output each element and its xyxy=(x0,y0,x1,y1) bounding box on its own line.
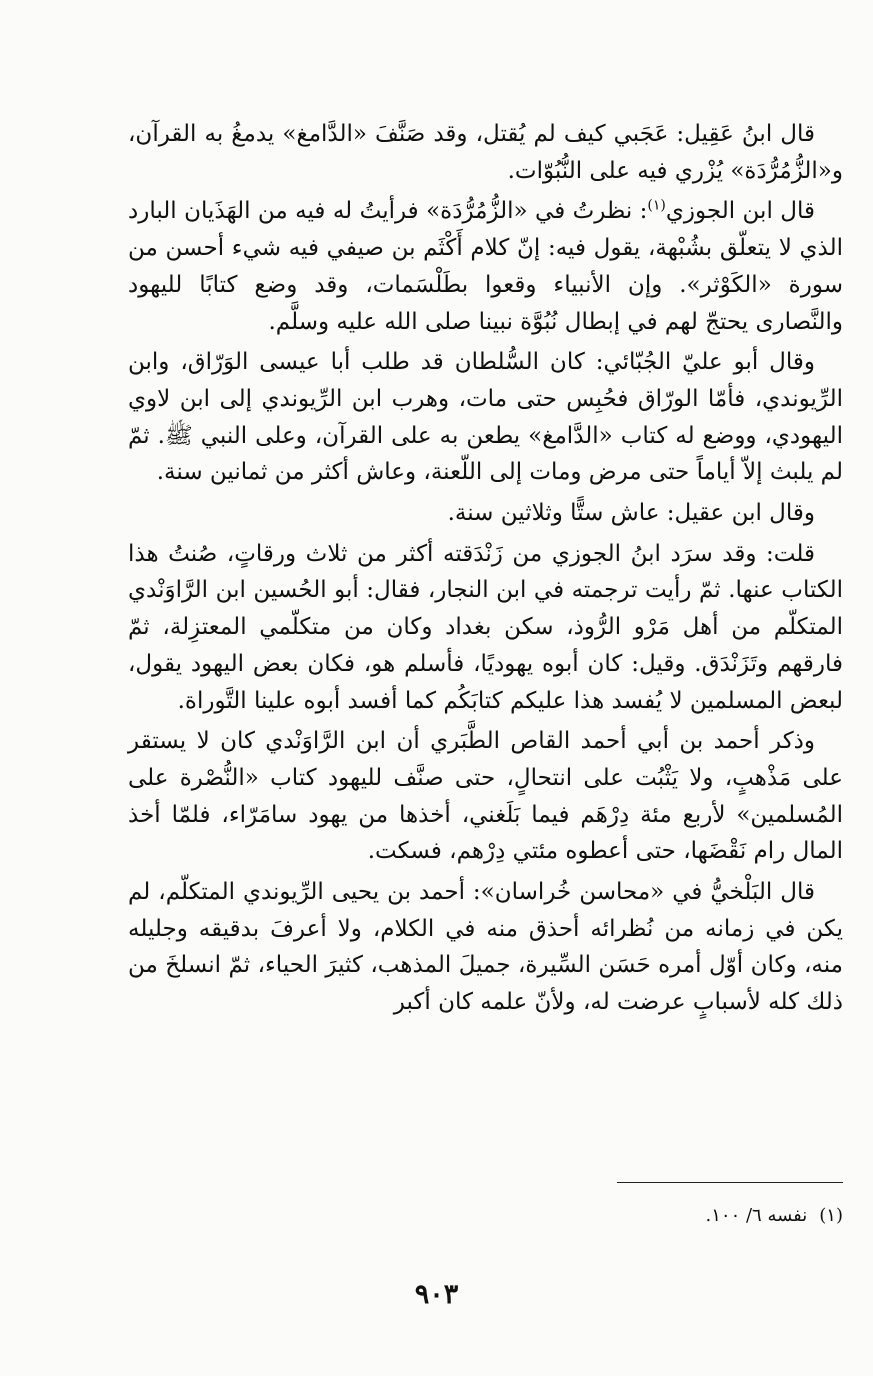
footnote-divider xyxy=(617,1182,843,1183)
footnote-number: (١) xyxy=(819,1205,843,1226)
paragraph-al-tabari: وذكر أحمد بن أبي أحمد القاص الطَّبَري أن ابن الرَّاوَنْدي كان لا يستقر على مَذْهبٍ، ولا يَثْبُت على انتحالٍ، حتى صنَّف لليهود كتاب «النُّصْرة على المُسلمين» لأربع مئة دِرْهَم فيما بَلَغني، أخذها من يهود سامَرّاء، فلمّا أخذ المال رام نَقْضَها، حتى أعطوه مئتي دِرْهم، فسكت. xyxy=(128,728,843,865)
footnote xyxy=(500,1203,843,1229)
footnote-text: نفسه ٦/ ١٠٠. xyxy=(705,1205,808,1226)
paragraph-al-balkhi: قال البَلْخيُّ في «محاسن خُراسان»: أحمد بن يحيى الرِّيوندي المتكلّم، لم يكن في زمانه من نُظرائه أحذق منه في الكلام، ولا أعرفَ بدقيقه وجليله منه، وكان أوّل أمره حَسَن السِّيرة، جميلَ المذهب، كثيرَ الحياء، ثمّ انسلخَ من ذلك كله لأسبابٍ عرضت له، ولأنّ علمه كان أكبر xyxy=(128,879,843,1016)
page-number: ٩٠٣ xyxy=(414,1279,459,1310)
paragraph-ibn-al-jawzi-lead: قال ابن الجوزي xyxy=(665,198,815,225)
paragraph-ibn-al-jawzi: قال ابن الجوزي$^{(١)}$: نظرتُ في «الزُّمُرُّدَة» فرأيتُ له فيه من الهَذَيان البارد الذي لا يتعلّق بشُبْهة، يقول فيه: إنّ كلام أَكْثَم بن صيفي فيه شيء أحسن من سورة «الكَوْثر». وإن الأنبياء وقعوا بطَلْسَمات، وقد وضع كتابًا لليهود والنَّصارى يحتجّ لهم في إبطال نُبُوَّة نبينا صلى الله عليه وسلَّم. xyxy=(128,197,843,335)
paragraph-ibn-aqil: قال ابنُ عَقِيل: عَجَبي كيف لم يُقتل، وقد صَنَّفَ «الدَّامغ» يدمغُ به القرآن، و«الزُّمُرُّدَة» يُزْري فيه على النُّبُوّات. xyxy=(128,121,843,184)
paragraph-al-jubbai: وقال أبو عليّ الجُبّائي: كان السُّلطان قد طلب أبا عيسى الوَرّاق، وابن الرِّيوندي، فأمّا الورّاق فحُبِس حتى مات، وهرب ابن الرِّيوندي إلى ابن لاوي اليهودي، ووضع له كتاب «الدَّامغ» يطعن به على القرآن، وعلى النبي ﷺ. ثمّ لم يلبث إلاّ أياماً حتى مرض ومات إلى اللّعنة، وعاش أكثر من ثمانين سنة. xyxy=(128,349,843,486)
paragraph-author-note: قلت: وقد سرَد ابنُ الجوزي من زَنْدَقته أكثر من ثلاث ورقاتٍ، صُنتُ هذا الكتاب عنها. ثمّ رأيت ترجمته في ابن النجار، فقال: أبو الحُسين ابن الرَّاوَنْدي المتكلّم من أهل مَرْو الرُّوذ، سكن بغداد وكان من متكلّمي المعتزِلة، ثمّ فارقهم وتَزَنْدَق. وقيل: كان أبوه يهوديًا، فأسلم هو، فكان بعض اليهود يقول، لبعض المسلمين لا يُفسد هذا عليكم كتابَكُم كما أفسد أبوه علينا التَّوراة. xyxy=(128,540,843,714)
paragraph-ibn-al-jawzi-body: نظرتُ في «الزُّمُرُّدَة» فرأيتُ له فيه من الهَذَيان البارد الذي لا يتعلّق بشُبْهة، يقول فيه: إنّ كلام أَكْثَم بن صيفي فيه شيء أحسن من سورة «الكَوْثر». وإن الأنبياء وقعوا بطَلْسَمات، وقد وضع كتابًا لليهود والنَّصارى يحتجّ لهم في إبطال نُبُوَّة نبينا صلى الله عليه وسلَّم. xyxy=(128,198,843,335)
paragraph-lifespan: وقال ابن عقيل: عاش ستًّا وثلاثين سنة. xyxy=(447,500,815,527)
footnote-reference[interactable]: (١) xyxy=(647,197,666,214)
body-text xyxy=(128,116,843,1021)
